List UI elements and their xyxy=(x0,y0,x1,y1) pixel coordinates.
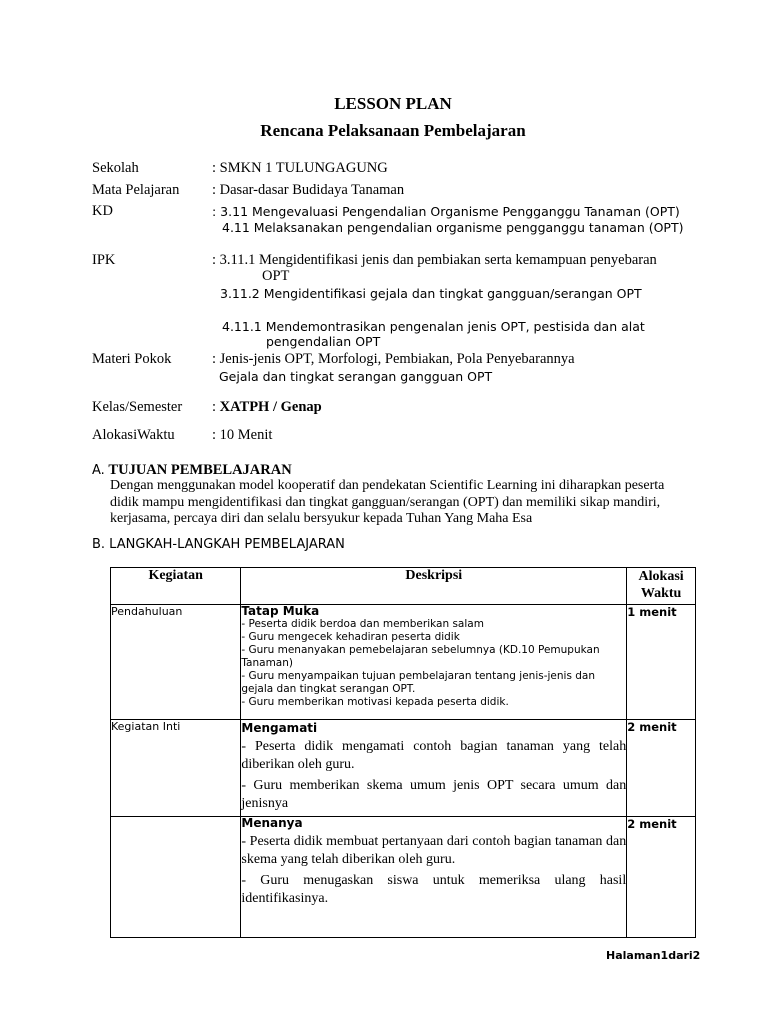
kelas-value: XATPH / Genap xyxy=(219,399,322,415)
sekolah-label: Sekolah xyxy=(92,160,139,176)
row-line: - Guru memberikan motivasi kepada peserta didik. xyxy=(241,696,509,708)
row-line: - Guru menanyakan pemebelajaran sebelumnya (KD.10 Pemupukan Tanaman) xyxy=(241,644,600,669)
page-title: LESSON PLAN xyxy=(334,94,452,113)
row-waktu: 1 menit xyxy=(627,605,696,720)
ipk-line-2: 3.11.2 Mengidentifikasi gejala dan tingkat gangguan/serangan OPT xyxy=(220,286,642,301)
row-title: Tatap Muka xyxy=(241,604,320,618)
row-waktu: 2 menit xyxy=(627,720,696,817)
row-paragraph: - Guru memberikan skema umum jenis OPT secara umum dan jenisnya xyxy=(241,778,627,811)
page-subtitle: Rencana Pelaksanaan Pembelajaran xyxy=(260,121,526,140)
row-paragraph: - Guru menugaskan siswa untuk memeriksa ulang hasil identifikasinya. xyxy=(241,873,627,906)
materi-label: Materi Pokok xyxy=(92,351,172,367)
sekolah-value: : SMKN 1 TULUNGAGUNG xyxy=(212,160,388,176)
table-row xyxy=(111,817,696,938)
section-a-heading xyxy=(92,462,292,479)
ipk-line-1: : 3.11.1 Mengidentifikasi jenis dan pembiakan serta kemampuan penyebaran xyxy=(212,252,657,268)
row-kegiatan xyxy=(111,817,241,938)
row-deskripsi xyxy=(241,817,627,938)
row-title: Menanya xyxy=(241,816,303,830)
lesson-steps-table xyxy=(110,567,696,938)
table-row xyxy=(111,605,696,720)
kd-line-2: 4.11 Melaksanakan pengendalian organisme pengganggu tanaman (OPT) xyxy=(222,220,684,235)
mapel-value: : Dasar-dasar Budidaya Tanaman xyxy=(212,182,405,198)
row-line: - Guru menyampaikan tujuan pembelajaran tentang jenis-jenis dan gejala dan tingkat serangan OPT. xyxy=(241,670,596,695)
row-kegiatan: Kegiatan Inti xyxy=(111,720,241,817)
kelas-label: Kelas/Semester xyxy=(92,399,183,415)
row-line: - Peserta didik berdoa dan memberikan salam xyxy=(241,618,484,630)
section-a-text: Dengan menggunakan model kooperatif dan pendekatan Scientific Learning ini diharapkan peserta didik mampu mengidentifikasi dan tingkat gangguan/serangan (OPT) dan memiliki sikap mandiri, kerjasama, percaya diri dan selalu bersyukur kepada Tuhan Yang Maha Esa xyxy=(110,478,665,526)
kd-label: KD xyxy=(92,203,113,219)
ipk-line-1b: OPT xyxy=(262,268,290,284)
row-line: - Guru mengecek kehadiran peserta didik xyxy=(241,631,460,643)
table-header-row xyxy=(111,568,696,605)
ipk-line-3: 4.11.1 Mendemontrasikan pengenalan jenis OPT, pestisida dan alat xyxy=(222,319,645,334)
page-footer: Halaman1dari2 xyxy=(606,949,701,962)
section-a-letter: A. xyxy=(92,463,105,478)
row-deskripsi xyxy=(241,605,627,720)
materi-line-2: Gejala dan tingkat serangan gangguan OPT xyxy=(219,369,493,384)
ipk-label: IPK xyxy=(92,252,116,268)
section-b-heading: B. LANGKAH-LANGKAH PEMBELAJARAN xyxy=(92,537,345,552)
row-paragraph: - Peserta didik mengamati contoh bagian tanaman yang telah diberikan oleh guru. xyxy=(241,739,627,772)
row-waktu: 2 menit xyxy=(627,817,696,938)
header-deskripsi: Deskripsi xyxy=(241,568,627,605)
alokasi-value: : 10 Menit xyxy=(212,427,273,443)
kelas-value-row xyxy=(212,399,322,416)
row-deskripsi xyxy=(241,720,627,817)
header-alokasi-line-1: Alokasi xyxy=(638,569,684,584)
header-kegiatan: Kegiatan xyxy=(111,568,241,605)
header-alokasi-line-2: Waktu xyxy=(640,586,682,601)
row-kegiatan: Pendahuluan xyxy=(111,605,241,720)
kd-line-1: : 3.11 Mengevaluasi Pengendalian Organisme Pengganggu Tanaman (OPT) xyxy=(212,204,680,219)
ipk-line-3b: pengendalian OPT xyxy=(266,334,381,349)
materi-line-1: : Jenis-jenis OPT, Morfologi, Pembiakan, Pola Penyebarannya xyxy=(212,351,575,367)
table-row xyxy=(111,720,696,817)
alokasi-label: AlokasiWaktu xyxy=(92,427,175,443)
kelas-colon: : xyxy=(212,399,220,415)
header-alokasi xyxy=(627,568,696,605)
mapel-label: Mata Pelajaran xyxy=(92,182,180,198)
row-paragraph: - Peserta didik membuat pertanyaan dari contoh bagian tanaman dan skema yang telah diberikan oleh guru. xyxy=(241,834,627,867)
section-a-title: TUJUAN PEMBELAJARAN xyxy=(108,462,292,478)
row-title: Mengamati xyxy=(241,721,318,735)
